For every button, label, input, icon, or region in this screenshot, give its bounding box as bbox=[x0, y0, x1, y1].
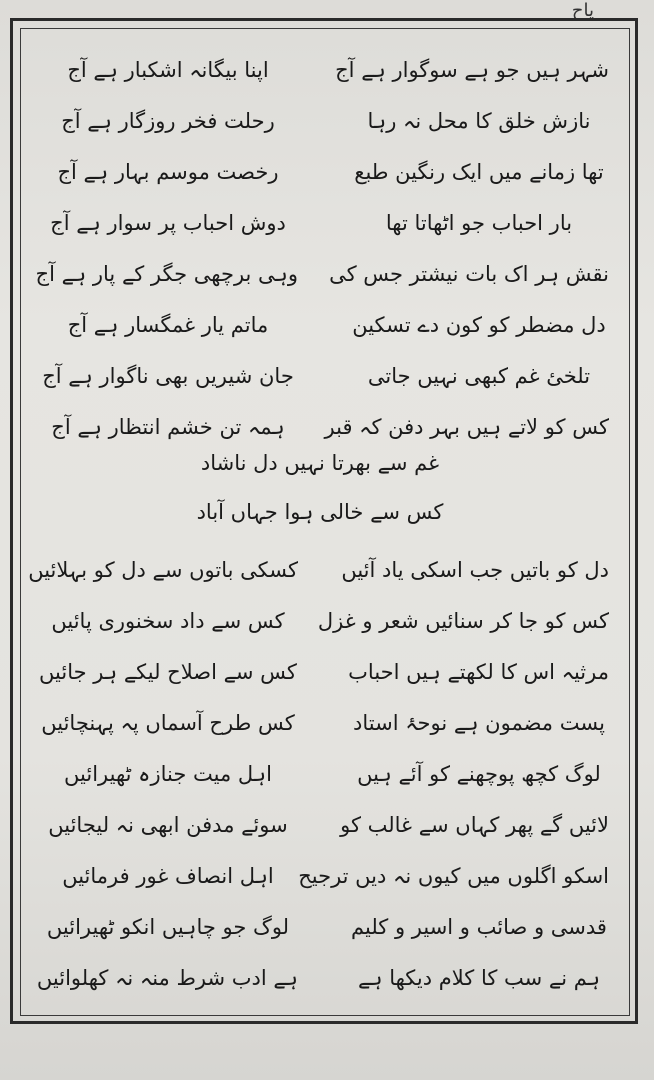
page-header-mark: ياح bbox=[571, 0, 594, 21]
verse-line: شہر ہیں جو ہے سوگوار ہے آج bbox=[335, 58, 609, 82]
verse-line: بار احباب جو اٹھاتا تھا bbox=[385, 211, 573, 235]
verse-line: اپنا بیگانہ اشکبار ہے آج bbox=[67, 58, 269, 82]
verse-line: کسکی باتوں سے دل کو بہلائیں bbox=[28, 558, 298, 582]
verse-line: لوگ جو چاہیں انکو ٹھیرائیں bbox=[46, 915, 290, 939]
verse-line: مرثیہ اس کا لکھتے ہیں احباب bbox=[348, 660, 609, 684]
verse-line: رحلت فخر روزگار ہے آج bbox=[61, 109, 275, 133]
couplet-line-2: کس سے خالی ہوا جہاں آباد bbox=[196, 500, 444, 524]
verse-line: قدسی و صائب و اسیر و کلیم bbox=[351, 915, 607, 939]
verse-line: ہمہ تن خشم انتظار ہے آج bbox=[51, 415, 285, 439]
verse-line: وہی برچھی جگر کے پار ہے آج bbox=[35, 262, 298, 286]
verse-line: نازش خلق کا محل نہ رہا bbox=[367, 109, 591, 133]
verse-line: دل کو باتیں جب اسکی یاد آئیں bbox=[341, 558, 609, 582]
verse-line: کس طرح آسماں پہ پہنچائیں bbox=[41, 711, 295, 735]
stanza2-right-column bbox=[298, 545, 609, 1004]
verse-line: تلخئ غم کبھی نہیں جاتی bbox=[367, 364, 591, 388]
verse-line: کس کو لاتے ہیں بہر دفن کہ قبر bbox=[324, 415, 609, 439]
verse-line: دوش احباب پر سوار ہے آج bbox=[50, 211, 286, 235]
verse-line: لوگ کچھ پوچھنے کو آئے ہیں bbox=[357, 762, 601, 786]
verse-line: تھا زمانے میں ایک رنگین طبع bbox=[354, 160, 604, 184]
stanza2-left-column bbox=[28, 545, 298, 1004]
verse-line: جان شیریں بھی ناگوار ہے آج bbox=[42, 364, 294, 388]
verse-line: پست مضمون ہے نوحۂ استاد bbox=[353, 711, 605, 735]
verse-line: اہل میت جنازہ ٹھیرائیں bbox=[64, 762, 272, 786]
verse-line: کس سے اصلاح لیکے ہر جائیں bbox=[39, 660, 297, 684]
verse-line: لائیں گے پھر کہاں سے غالب کو bbox=[340, 813, 609, 837]
verse-line: نقش ہر اک بات نیشتر جس کی bbox=[329, 262, 609, 286]
verse-line: ہم نے سب کا کلام دیکھا ہے bbox=[357, 966, 601, 990]
verse-line: کس کو جا کر سنائیں شعر و غزل bbox=[317, 609, 609, 633]
stanza1-right-column bbox=[324, 45, 609, 453]
stanza1-left-column bbox=[35, 45, 298, 453]
verse-line: اہل انصاف غور فرمائیں bbox=[62, 864, 274, 888]
verse-line: ماتم یار غمگسار ہے آج bbox=[67, 313, 269, 337]
verse-line: کس سے داد سخنوری پائیں bbox=[51, 609, 285, 633]
verse-line: اسکو اگلوں میں کیوں نہ دیں ترجیح bbox=[298, 864, 609, 888]
verse-line: ہے ادب شرط منہ نہ کھلوائیں bbox=[36, 966, 298, 990]
verse-line: سوئے مدفن ابھی نہ لیجائیں bbox=[48, 813, 288, 837]
verse-line: دل مضطر کو کون دے تسکین bbox=[352, 313, 606, 337]
couplet-line-1: غم سے بھرتا نہیں دل ناشاد bbox=[200, 451, 440, 475]
verse-line: رخصت موسم بہار ہے آج bbox=[57, 160, 279, 184]
